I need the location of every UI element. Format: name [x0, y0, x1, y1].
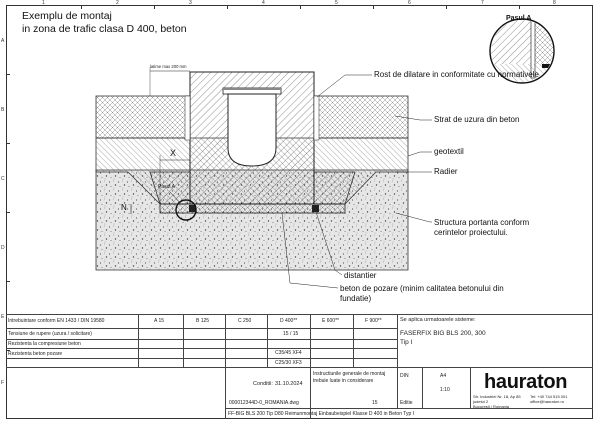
label-rost: Rost de dilatare in conformitate cu normativele	[374, 70, 539, 79]
edge-num: 5	[335, 0, 338, 6]
product-name: FASERFIX BIG BLS 200, 300	[400, 330, 486, 337]
format-label: DIN	[400, 373, 409, 379]
edge-letter: F	[1, 380, 5, 386]
label-geotextil: geotextil	[434, 147, 464, 156]
edge-num: 3	[189, 0, 192, 6]
edge-letter: E	[1, 314, 5, 320]
label-radier: Radier	[434, 167, 458, 176]
label-beton	[340, 284, 504, 303]
edge-letter: C	[1, 176, 5, 182]
row4-label: Rezistenta beton pozare	[8, 351, 63, 357]
address-1: Str. Industriei Nr. 18, Ap 85	[473, 394, 521, 399]
right-wear-layer	[314, 96, 408, 138]
label-structura-1: Structura portanta conform	[434, 218, 530, 227]
class-b125: B 125	[196, 318, 210, 324]
x-dimension: X	[170, 148, 177, 158]
date: 31.10.2024	[275, 381, 303, 387]
label-structura-2: cerintelor proiectului.	[434, 227, 508, 237]
edge-letter: D	[1, 245, 5, 251]
left-wear-layer	[96, 96, 190, 138]
class-d400: D 400**	[280, 318, 298, 324]
label-beton-1: beton de pozare (minim calitatea betonului din	[340, 284, 504, 293]
detail-circle-label: Pasul A	[158, 184, 175, 190]
class-e600: E 600**	[322, 318, 339, 324]
edge-letter: A	[1, 38, 5, 44]
label-structura	[434, 218, 529, 237]
class-a15: A 15	[154, 318, 165, 324]
product-heading: Se aplica urmatoarele sisteme:	[400, 317, 476, 323]
phone: Tel: +40 744 515 001	[530, 394, 568, 399]
address-3: Bucuresti / Romania	[473, 404, 510, 409]
page-number: 15	[372, 400, 378, 406]
product-type: Tip I	[400, 339, 413, 346]
edge-num: 8	[553, 0, 556, 6]
address-2: judetul 2	[473, 399, 489, 404]
n-dimension: N	[121, 203, 127, 212]
drawing-number: 000012344D-0_ROMANIA.dwg	[229, 400, 299, 406]
brand-name: hauraton	[484, 371, 568, 393]
edge-letter: B	[1, 107, 5, 113]
edge-num: 6	[408, 0, 411, 6]
title-line-2: in zona de trafic clasa D 400, beton	[22, 22, 187, 35]
class-f900: F 900**	[365, 318, 382, 324]
edge-num: 4	[262, 0, 265, 6]
general-note-2: trebuie luate in considerare	[313, 378, 374, 384]
detail-title: Pasul A	[506, 15, 532, 22]
general-note-1: Instructiunile generale de montaj	[313, 371, 386, 377]
edge-num: 7	[481, 0, 484, 6]
norm-label: Intrebuintare conform EN 1433 / DIN 19580	[8, 318, 105, 324]
d400-value: 15 / 15	[283, 331, 299, 337]
width-dimension: latime max 200 mm	[150, 64, 187, 69]
hauraton-logo	[484, 371, 567, 394]
concrete-class-a: C35/45 XF4	[275, 350, 302, 356]
scale: 1:10	[440, 387, 450, 393]
channel-cavity	[228, 94, 276, 166]
class-c250: C 250	[238, 318, 252, 324]
edge-num: 1	[42, 0, 45, 6]
concrete-class-b: C25/30 XF3	[275, 360, 302, 366]
row2-label: Tensiune de rupere (uzura / solicitare)	[8, 331, 92, 337]
edge-num: 2	[116, 0, 119, 6]
row3-label: Rezistenta la compresiune beton	[8, 341, 81, 347]
conditions-label: Conditii:	[253, 381, 273, 387]
title-line-1: Exemplu de montaj	[22, 10, 112, 22]
footer-title: FF-BIG BLS 200 Tip D80 Reimunmontaj Einbaubeispiel Klasse D 400 in Beton Typ I	[228, 411, 415, 417]
label-distantier: distantier	[344, 271, 377, 280]
label-beton-2: fundatie)	[340, 293, 372, 303]
email: office@hauraton.ro	[530, 399, 565, 404]
format-value: A4	[440, 373, 447, 379]
label-strat: Strat de uzura din beton	[434, 115, 520, 124]
edition: Editie	[400, 400, 413, 406]
